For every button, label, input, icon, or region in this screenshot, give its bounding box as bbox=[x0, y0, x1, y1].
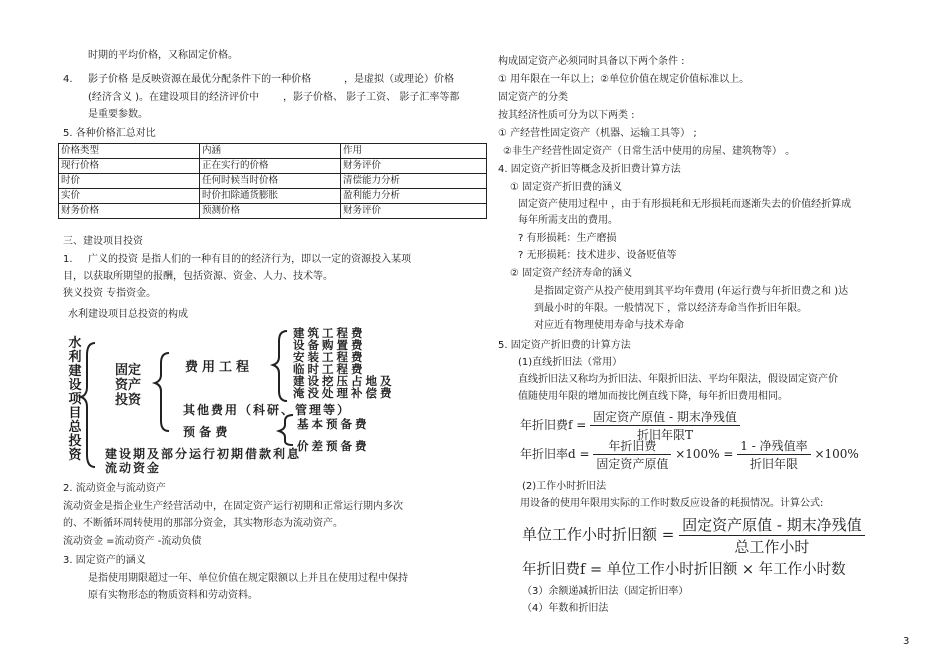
label-part: 资产 bbox=[114, 378, 141, 393]
root-char: 总 bbox=[68, 420, 82, 435]
table-cell: 清偿能力分析 bbox=[341, 174, 487, 189]
table-cell: 正在实行的价格 bbox=[200, 159, 341, 174]
investment-composition-diagram bbox=[65, 325, 443, 473]
text-line: (经济含义 )。在建设项目的经济评价中 bbox=[88, 92, 259, 103]
text-line: ，影子价格、 影子工资、 影子汇率等都 bbox=[283, 92, 460, 103]
table-row bbox=[59, 159, 487, 174]
fraction-numerator: 1 - 净残值率 bbox=[737, 437, 810, 455]
text-line: 用设备的使用年限用实际的工作时数反应设备的耗损情况。计算公式: bbox=[520, 498, 824, 509]
text-line: 固定资产的分类 bbox=[498, 92, 568, 103]
engineering-cost-items bbox=[293, 327, 395, 399]
table-cell: 盈利能力分析 bbox=[341, 189, 487, 204]
text-line: ① 产经营性固定资产（机器、运输工具等） ; bbox=[498, 128, 697, 139]
table-header-cell: 作用 bbox=[341, 144, 487, 159]
reserve-items bbox=[297, 413, 370, 457]
table-header-cell: 内涵 bbox=[200, 144, 341, 159]
text-line: 流动资金 =流动资产 -流动负债 bbox=[63, 536, 202, 547]
other-cost-label: 其他费用（科研、管理等） bbox=[183, 403, 352, 417]
cost-item: 建设挖压占地及 bbox=[293, 374, 395, 388]
table-cell: 财务价格 bbox=[59, 204, 200, 219]
label-part: 投资 bbox=[114, 393, 141, 408]
subsection-heading: ② 固定资产经济寿命的涵义 bbox=[510, 268, 633, 279]
fraction-denominator: 总工作小时 bbox=[734, 538, 810, 556]
text-line: 是指固定资产从投产使用到其平均年费用 (年运行费与年折旧费之和 )达 bbox=[534, 286, 849, 297]
cost-item: 临时工程费 bbox=[293, 362, 366, 376]
working-capital-label: 流动资金 bbox=[105, 461, 162, 475]
subsection-heading: (1)直线折旧法（常用） bbox=[518, 357, 623, 368]
table-cell: 实价 bbox=[59, 189, 200, 204]
text-line: （4）年数和折旧法 bbox=[522, 603, 609, 614]
formula-fraction bbox=[593, 437, 671, 472]
text-line: 是指使用期限超过一年、单位价值在规定限额以上并且在使用过程中保持 bbox=[88, 573, 408, 584]
text-line: 的、不断循环周转使用的那部分资金，其实物形态为流动资产。 bbox=[63, 518, 343, 529]
text-line: 目，以获取所期望的报酬，包括资源、资金、人力、技术等。 bbox=[63, 271, 333, 282]
cost-item: 安装工程费 bbox=[293, 350, 366, 364]
table-row bbox=[59, 144, 487, 159]
text-line: 是重要参数。 bbox=[88, 109, 148, 120]
reserve-item: 基本预备费 bbox=[297, 417, 370, 431]
formula-lhs: 单位工作小时折旧额 = bbox=[522, 525, 675, 544]
table-cell: 财务评价 bbox=[341, 204, 487, 219]
reserve-label: 预 备 费 bbox=[183, 425, 228, 439]
formula-fraction bbox=[679, 514, 865, 557]
table-cell: 现行价格 bbox=[59, 159, 200, 174]
text-line: 按其经济性质可分为以下两类 : bbox=[498, 110, 635, 121]
root-char: 资 bbox=[68, 448, 82, 463]
formula-operator: ×100% = bbox=[675, 447, 734, 461]
text-line: 时期的平均价格，又称固定价格。 bbox=[88, 50, 238, 61]
text-line: 直线折旧法又称均为折旧法、年限折旧法、平均年限法，假设固定资产价 bbox=[518, 374, 838, 385]
text-line: ① 用年限在一年以上；②单位价值在规定价值标准以上。 bbox=[498, 74, 750, 85]
subsection-heading: ① 固定资产折旧费的涵义 bbox=[510, 182, 623, 193]
engineering-cost-label: 费用工程 bbox=[185, 360, 254, 375]
formula-lhs: 年折旧率d = bbox=[520, 447, 590, 461]
table-cell: 任何时候当时价格 bbox=[200, 174, 341, 189]
table-cell: 预测价格 bbox=[200, 204, 341, 219]
root-char: 水 bbox=[68, 336, 82, 351]
reserve-item: 价差预备费 bbox=[297, 439, 370, 453]
section-heading: 4. 固定资产折旧等概念及折旧费计算方法 bbox=[498, 164, 681, 175]
fraction-denominator: 折旧年限T bbox=[636, 428, 693, 442]
root-char: 设 bbox=[68, 378, 82, 393]
text-line: 流动资金是指企业生产经营活动中，在固定资产运行初期和正常运行期内多次 bbox=[63, 501, 403, 512]
section-heading: 2. 流动资金与流动资产 bbox=[63, 483, 166, 494]
formula-operator: ×100% bbox=[814, 447, 859, 461]
diagram-caption: 水利建设项目总投资的构成 bbox=[68, 309, 188, 320]
fixed-asset-label bbox=[105, 363, 151, 408]
fraction-numerator: 年折旧费 bbox=[593, 437, 671, 455]
root-char: 目 bbox=[68, 406, 82, 421]
section-heading: 三、建设项目投资 bbox=[63, 236, 143, 247]
list-number: 1. bbox=[63, 254, 73, 265]
fraction-numerator: 固定资产原值 - 期末净残值 bbox=[679, 514, 865, 536]
section-heading: 5. 各种价格汇总对比 bbox=[63, 128, 156, 139]
cost-item: 设备购置费 bbox=[293, 338, 366, 352]
text-line: ②非生产经营性固定资产（日常生活中使用的房屋、建筑物等） 。 bbox=[503, 146, 796, 157]
cost-item: 淹没处理补偿费 bbox=[293, 386, 395, 400]
fraction-numerator: 固定资产原值 - 期末净残值 bbox=[590, 408, 740, 426]
list-number: 4. bbox=[63, 74, 73, 85]
formula-lhs: 年折旧费f = bbox=[520, 418, 587, 432]
text-line: ? 有形损耗：生产磨损 bbox=[518, 233, 617, 244]
root-char: 项 bbox=[68, 392, 82, 407]
subsection-heading: (2)工作小时折旧法 bbox=[522, 481, 607, 492]
interest-label: 建设期及部分运行初期借款利息 bbox=[105, 447, 302, 461]
fraction-denominator: 固定资产原值 bbox=[596, 457, 669, 471]
table-cell: 时价 bbox=[59, 174, 200, 189]
label-part: 固定 bbox=[114, 363, 141, 378]
section-heading: 3. 固定资产的涵义 bbox=[63, 555, 146, 566]
text-line: ，是虚拟（或理论）价格 bbox=[344, 74, 454, 85]
table-header-cell: 价格类型 bbox=[59, 144, 200, 159]
text-line: 原有实物形态的物质资料和劳动资料。 bbox=[88, 590, 258, 601]
table-row bbox=[59, 189, 487, 204]
root-char: 投 bbox=[68, 434, 82, 449]
text-line: 狭义投资 专指资金。 bbox=[63, 288, 157, 299]
table-row bbox=[59, 204, 487, 219]
price-comparison-table bbox=[58, 143, 487, 219]
diagram-root-label bbox=[67, 337, 83, 463]
root-char: 建 bbox=[68, 364, 82, 379]
formula-fraction bbox=[737, 437, 810, 472]
page-number: 3 bbox=[903, 636, 910, 647]
cost-item: 建筑工程费 bbox=[293, 326, 366, 340]
root-char: 利 bbox=[68, 350, 82, 365]
text-line: 固定资产使用过程中 ，由于有形损耗和无形损耗而逐渐失去的价值经折算成 bbox=[518, 199, 852, 210]
table-row bbox=[59, 174, 487, 189]
text-line: ? 无形损耗：技术进步、设备贬值等 bbox=[518, 250, 677, 261]
text-line: （3）余额递减折旧法（固定折旧率） bbox=[522, 586, 689, 597]
table-cell: 时价扣除通货膨胀 bbox=[200, 189, 341, 204]
formula-depreciation-rate bbox=[520, 437, 859, 472]
formula-hourly-depreciation bbox=[522, 514, 865, 557]
text-line: 每年所需支出的费用。 bbox=[518, 215, 618, 226]
text-line: 到最小时的年限。一般情况下 ，常以经济寿命当作折旧年限。 bbox=[534, 303, 808, 314]
table-cell: 财务评价 bbox=[341, 159, 487, 174]
text-line: 构成固定资产必须同时具备以下两个条件 : bbox=[498, 56, 685, 67]
section-heading: 5. 固定资产折旧费的计算方法 bbox=[498, 340, 631, 351]
text-line: 影子价格 是反映资源在最优分配条件下的一种价格 bbox=[88, 74, 312, 85]
formula-annual-hourly: 年折旧费f = 单位工作小时折旧额 × 年工作小时数 bbox=[522, 562, 846, 578]
text-line: 值随使用年限的增加而按比例直线下降，每年折旧费用相同。 bbox=[518, 391, 788, 402]
text-line: 广义的投资 是指人们的一种有目的的经济行为，即以一定的资源投入某项 bbox=[88, 254, 412, 265]
fraction-denominator: 折旧年限 bbox=[749, 457, 798, 471]
text-line: 对应近有物理使用寿命与技术寿命 bbox=[534, 320, 684, 331]
